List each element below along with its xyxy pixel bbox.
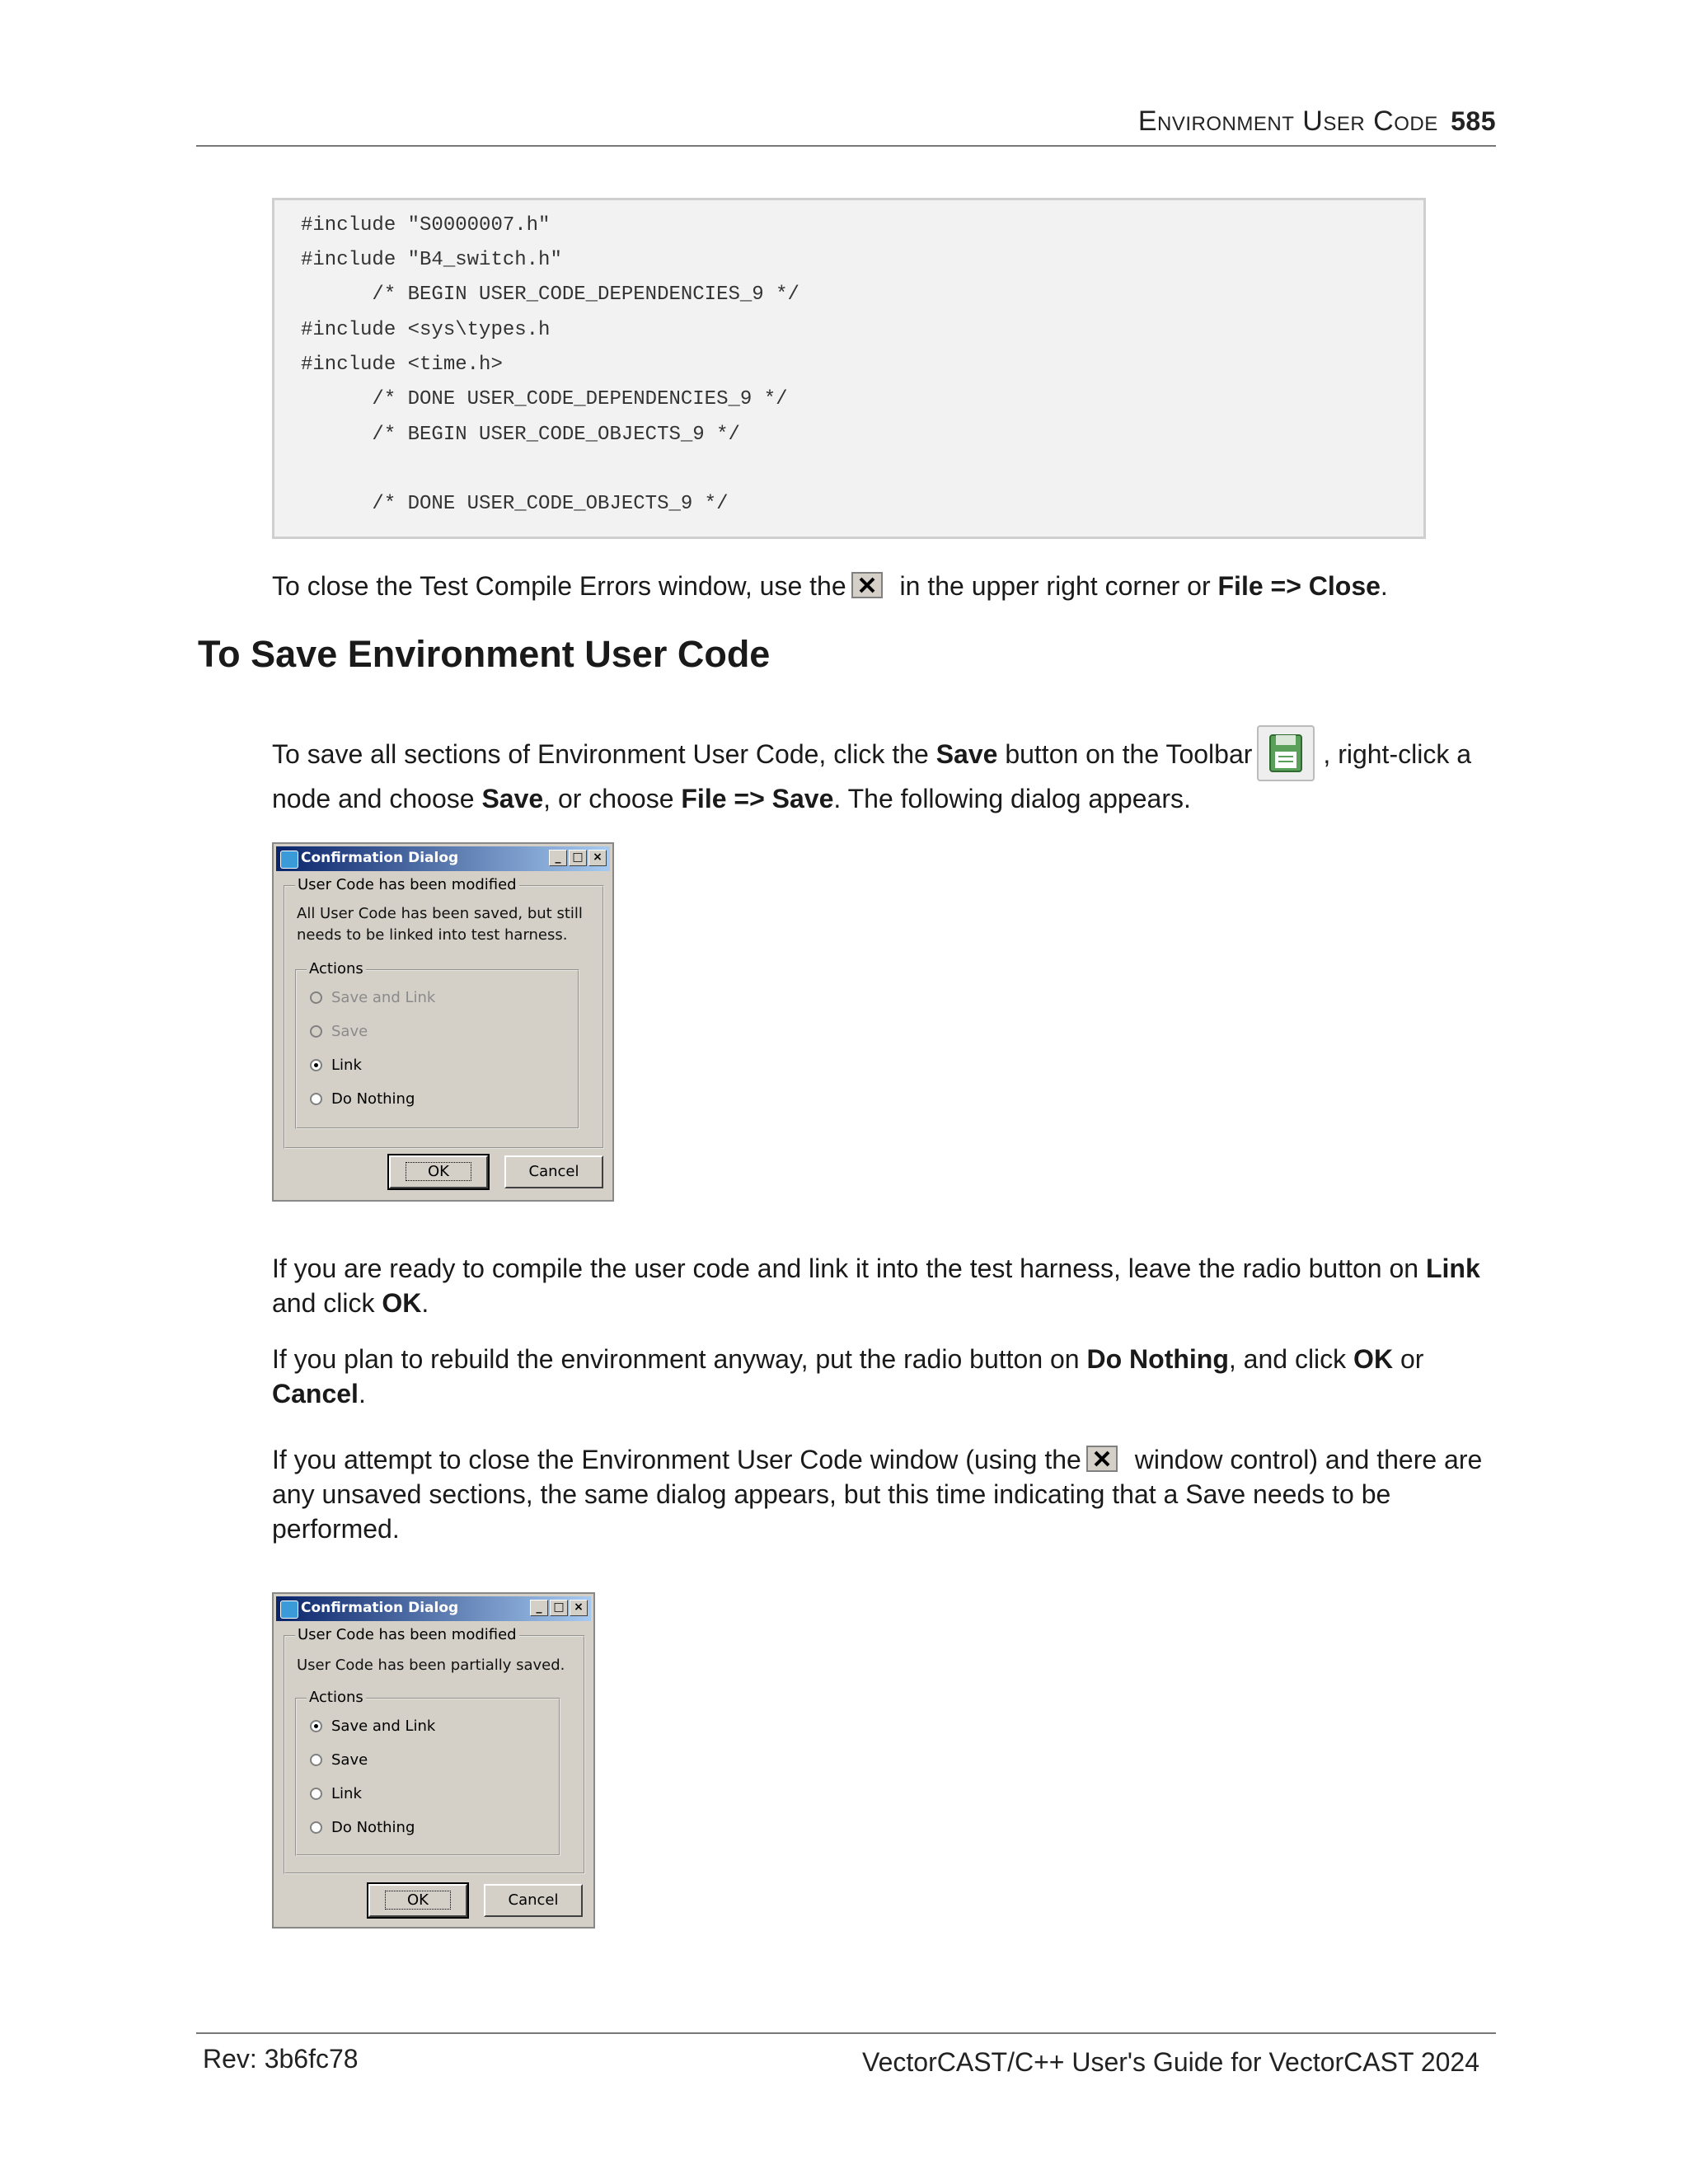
minimize-icon[interactable]: _ bbox=[549, 850, 567, 866]
footer-guide-title: VectorCAST/C++ User's Guide for VectorCAST 2024 bbox=[862, 2047, 1479, 2077]
para-rebuild: If you plan to rebuild the environment anyway, put the radio button on Do Nothing, and click OK or Cancel. bbox=[272, 1344, 1424, 1408]
modified-group bbox=[284, 876, 604, 1149]
dialog-titlebar[interactable] bbox=[276, 1596, 591, 1621]
code-block bbox=[272, 198, 1426, 539]
group-label: User Code has been modified bbox=[295, 1626, 519, 1643]
para-attempt: If you attempt to close the Environment User Code window (using the window control) and there are any unsaved sections, the same dialog appears, but this time indicating that a Save needs to be performed. bbox=[272, 1445, 1483, 1544]
code-line: /* DONE USER_CODE_OBJECTS_9 */ bbox=[301, 493, 729, 515]
header-rule bbox=[196, 145, 1496, 147]
ok-button[interactable]: OK bbox=[389, 1155, 488, 1188]
para-save: To save all sections of Environment User Code, click the Save button on the Toolbar , right-click a node and choose Save, or choose File => Save. The following dialog appears. bbox=[272, 725, 1500, 816]
cancel-button[interactable]: Cancel bbox=[484, 1884, 583, 1917]
dialog-titlebar[interactable] bbox=[276, 846, 610, 871]
minimize-icon[interactable]: _ bbox=[530, 1600, 548, 1616]
header-title: Environment User Code bbox=[1137, 105, 1438, 137]
maximize-icon[interactable]: □ bbox=[569, 850, 587, 866]
code-line: #include <sys\types.h bbox=[301, 319, 551, 341]
maximize-icon[interactable]: □ bbox=[550, 1600, 568, 1616]
dialog-message: User Code has been partially saved. bbox=[297, 1657, 565, 1674]
dialog-title: Confirmation Dialog bbox=[301, 850, 459, 866]
actions-label: Actions bbox=[307, 1689, 366, 1706]
group-label: User Code has been modified bbox=[295, 876, 519, 893]
confirmation-dialog bbox=[272, 842, 614, 1202]
cancel-button[interactable]: Cancel bbox=[504, 1155, 603, 1188]
modified-group bbox=[284, 1626, 585, 1874]
dialog-title: Confirmation Dialog bbox=[301, 1600, 459, 1616]
code-line: #include "S0000007.h" bbox=[301, 214, 551, 237]
page-number: 585 bbox=[1451, 106, 1496, 136]
code-line: #include <time.h> bbox=[301, 354, 503, 376]
footer-rule bbox=[196, 2032, 1496, 2034]
app-icon bbox=[280, 1601, 298, 1619]
code-line: #include "B4_switch.h" bbox=[301, 249, 562, 271]
ok-button[interactable]: OK bbox=[368, 1884, 467, 1917]
code-line: /* BEGIN USER_CODE_DEPENDENCIES_9 */ bbox=[301, 284, 799, 306]
footer-revision: Rev: 3b6fc78 bbox=[203, 2044, 359, 2074]
close-x-icon bbox=[1086, 1446, 1118, 1472]
page-header bbox=[196, 105, 1496, 138]
actions-label: Actions bbox=[307, 960, 366, 977]
code-line: /* BEGIN USER_CODE_OBJECTS_9 */ bbox=[301, 424, 740, 446]
close-x-icon bbox=[851, 572, 883, 598]
close-icon[interactable]: × bbox=[570, 1600, 588, 1616]
actions-group: Actions Save and Link Save Link Do Nothing bbox=[295, 969, 579, 1129]
close-icon[interactable]: × bbox=[588, 850, 607, 866]
section-title: To Save Environment User Code bbox=[198, 633, 771, 675]
confirmation-dialog-2 bbox=[272, 1592, 595, 1929]
save-floppy-icon bbox=[1257, 725, 1315, 781]
app-icon bbox=[280, 851, 298, 869]
dialog-message: All User Code has been saved, but still needs to be linked into test harness. bbox=[297, 905, 583, 944]
code-line: /* DONE USER_CODE_DEPENDENCIES_9 */ bbox=[301, 388, 788, 410]
para-close: To close the Test Compile Errors window, use the in the upper right corner or File => Close. bbox=[272, 571, 1388, 601]
actions-group: Actions Save and Link Save Link Do Nothing bbox=[295, 1698, 560, 1856]
para-link: If you are ready to compile the user code and link it into the test harness, leave the radio button on Link and click OK. bbox=[272, 1254, 1480, 1318]
